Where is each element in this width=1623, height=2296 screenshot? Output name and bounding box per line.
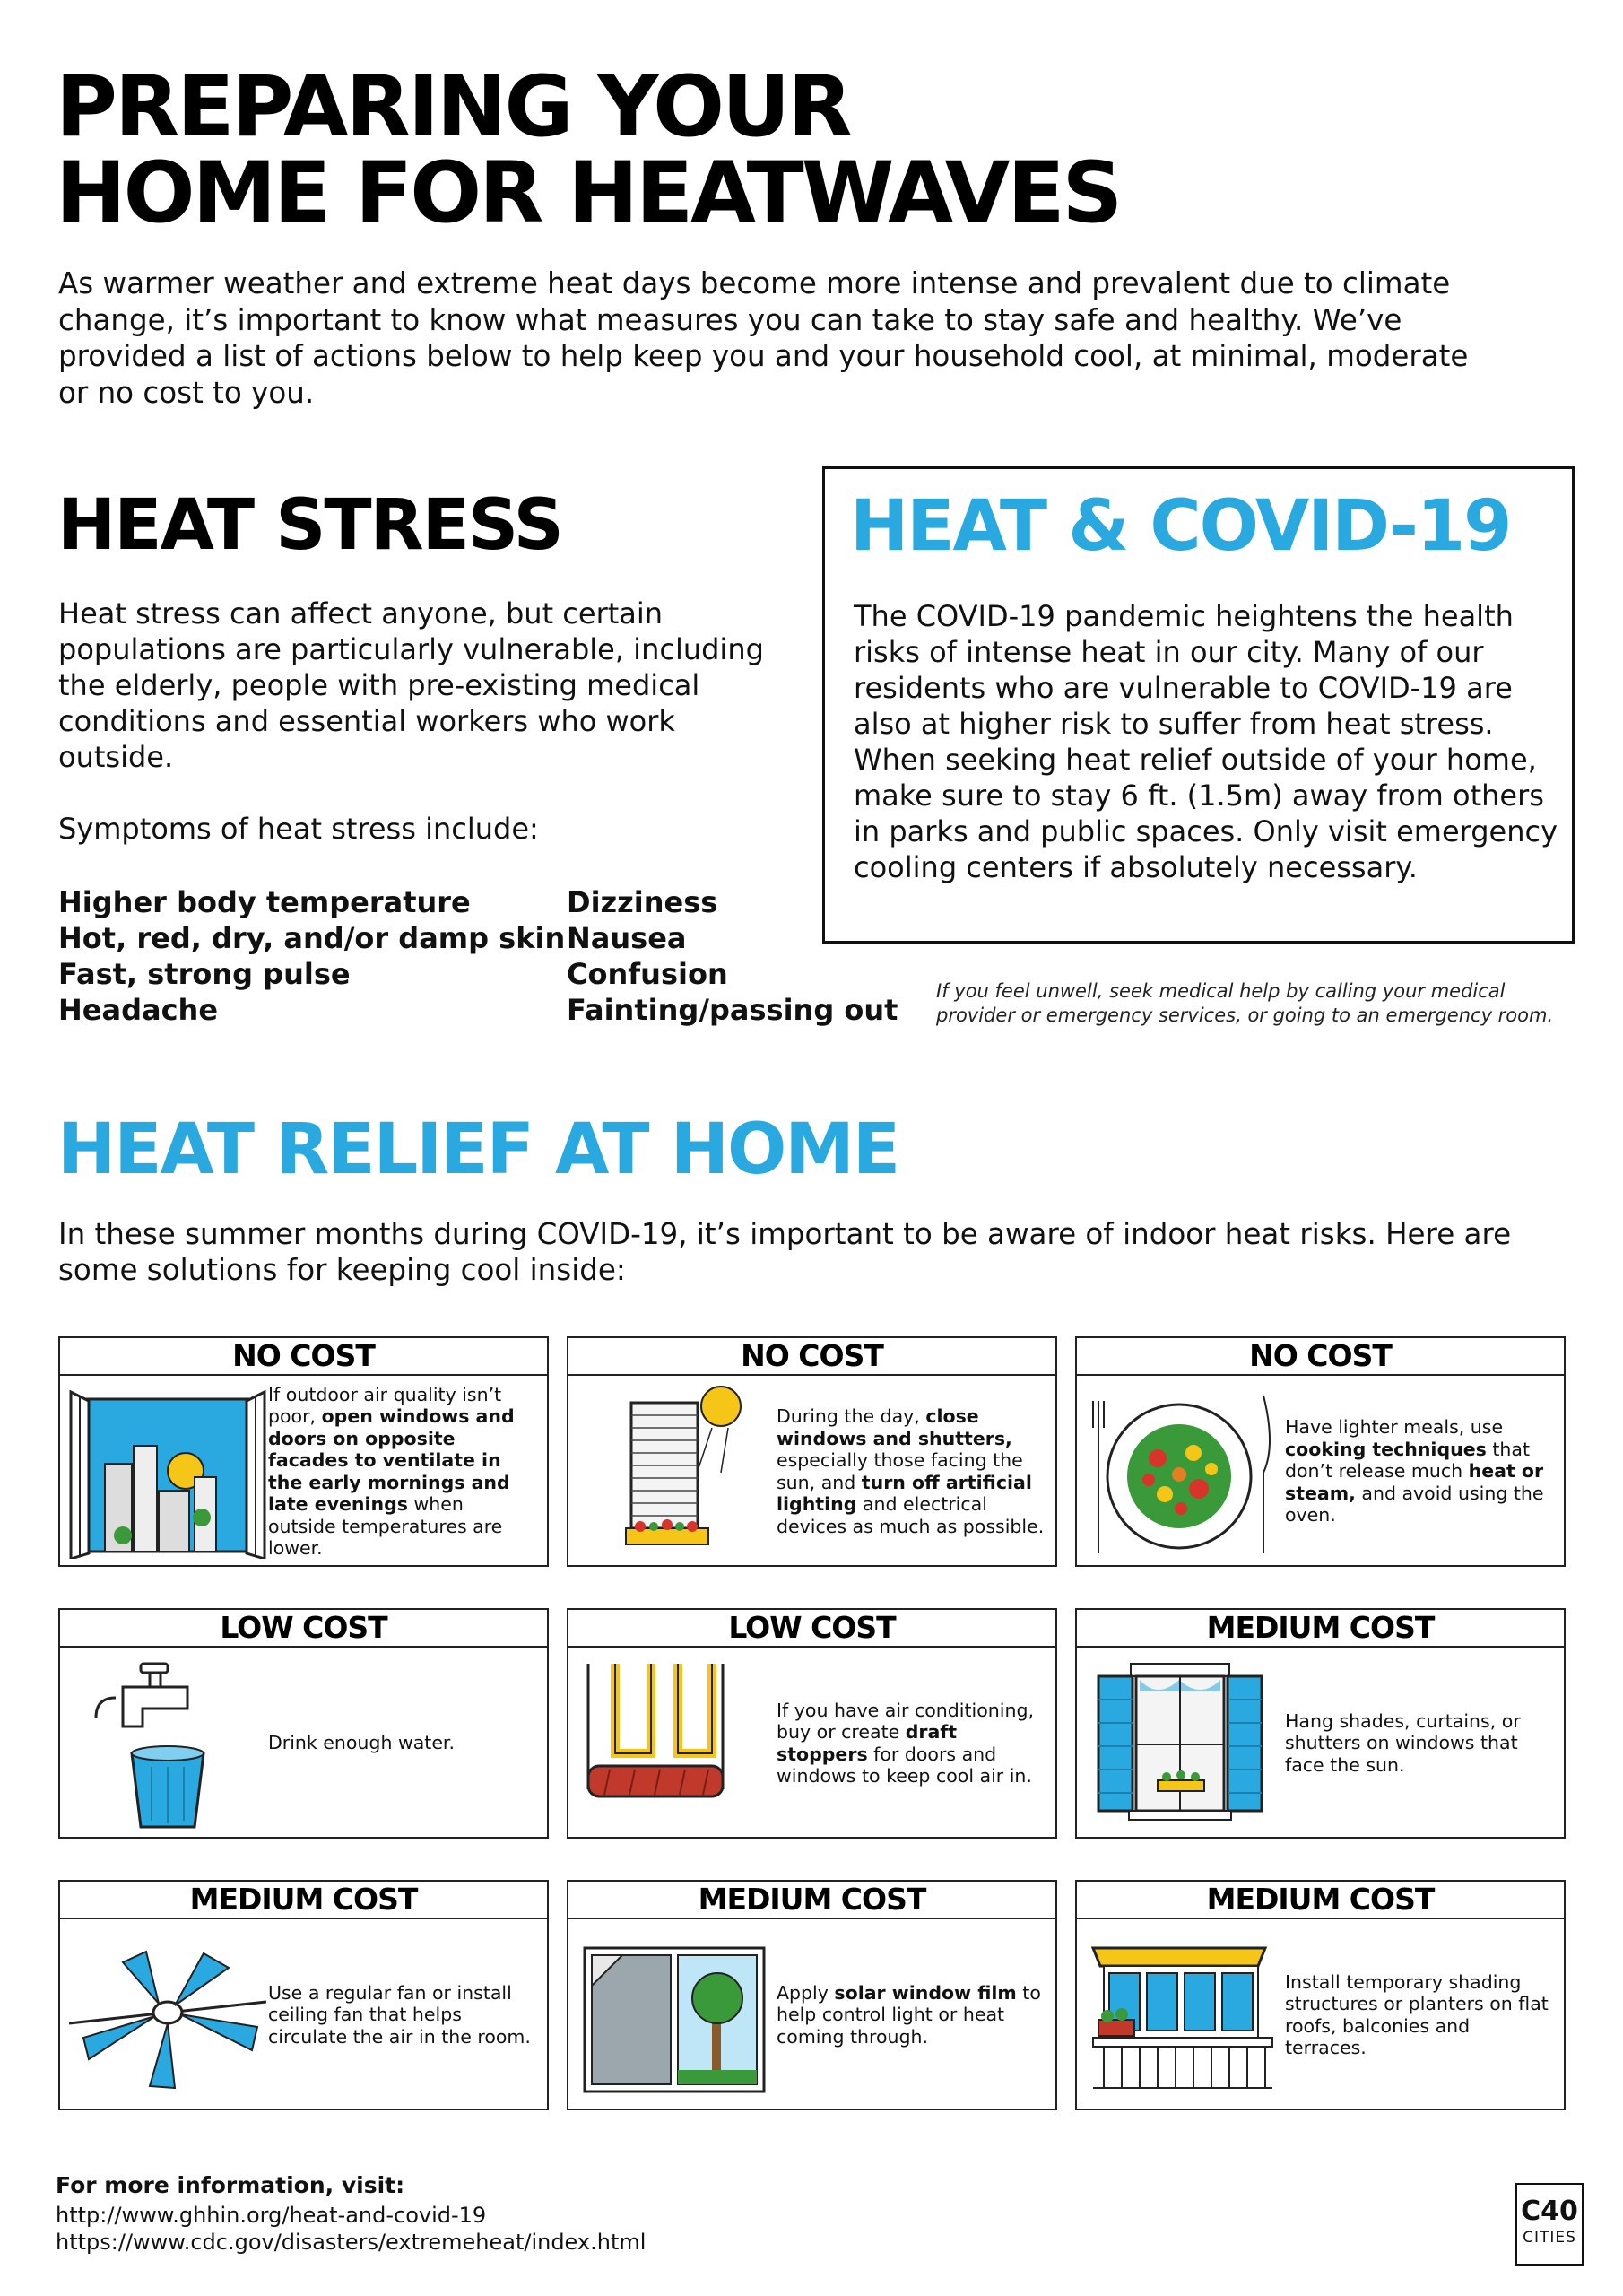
heat-stress-body: Heat stress can affect anyone, but certain populations are particularly vulnerable, including the elderly, people with pre-existing medical conditions and essential workers who work outside. bbox=[58, 596, 764, 774]
tip-text-segment: Hang shades, curtains, or shutters on windows that face the sun. bbox=[1285, 1709, 1521, 1776]
tip-emphasis: draft stoppers bbox=[777, 1721, 958, 1765]
c40-logo bbox=[1515, 2183, 1584, 2266]
water-tap-icon bbox=[69, 1655, 266, 1831]
tip-text bbox=[777, 1928, 1045, 2101]
intro-paragraph: As warmer weather and extreme heat days become more intense and prevalent due to climate change, it’s important to know what measures you can take to stay safe and healthy. We’ve provided a list of actions below to help keep you and your household cool, at minimal, moderate or no cost to you. bbox=[58, 266, 1469, 410]
symptom-item: Confusion bbox=[567, 957, 728, 991]
cost-label: MEDIUM COST bbox=[568, 1882, 1055, 1919]
cdc-link[interactable]: https://www.cdc.gov/disasters/extremeheat/index.html bbox=[56, 2230, 647, 2255]
tip-text-segment: and avoid using the oven. bbox=[1285, 1482, 1544, 1526]
tip-text-segment: Apply bbox=[777, 1981, 835, 2004]
window-film-icon bbox=[577, 1926, 775, 2102]
medical-help-note: If you feel unwell, seek medical help by calling your medical provider or emergency services, or going to an emergency room. bbox=[936, 980, 1554, 1026]
symptom-item: Higher body temperature bbox=[58, 885, 471, 919]
tip-text-segment: to help control light or heat coming through. bbox=[777, 1981, 1041, 2048]
tip-text-segment: when outside temperatures are lower. bbox=[268, 1493, 503, 1559]
tip-card-ceiling-fan bbox=[58, 1880, 549, 2110]
tip-text-segment: If outdoor air quality isn’t poor, bbox=[268, 1383, 502, 1427]
open-window-icon bbox=[69, 1383, 266, 1559]
tip-emphasis: open windows and doors on opposite facades to ventilate in the early mornings and late evenings bbox=[268, 1405, 515, 1515]
cost-label: NO COST bbox=[1077, 1338, 1564, 1376]
balcony-shade-icon bbox=[1086, 1926, 1283, 2102]
covid-box bbox=[822, 466, 1575, 944]
tip-text-segment: During the day, bbox=[777, 1405, 926, 1427]
tip-text-segment: especially those facing the sun, and bbox=[777, 1449, 1023, 1493]
symptom-item: Fast, strong pulse bbox=[58, 957, 351, 991]
logo-text-c40: C40 bbox=[1521, 2196, 1578, 2227]
tip-emphasis: cooking techniques bbox=[1285, 1438, 1487, 1460]
tip-card-window-film bbox=[567, 1880, 1057, 2110]
tip-text-segment: that don’t release much bbox=[1285, 1438, 1530, 1483]
tip-text bbox=[1285, 1928, 1553, 2101]
tip-text-segment: and electrical devices as much as possible. bbox=[777, 1493, 1045, 1537]
logo-text-cities: CITIES bbox=[1523, 2229, 1576, 2247]
tip-card-temporary-shading bbox=[1075, 1880, 1566, 2110]
title-line-1: PREPARING YOUR bbox=[56, 58, 850, 156]
draft-stopper-icon bbox=[577, 1655, 775, 1831]
covid-body: The COVID-19 pandemic heightens the health risks of intense heat in our city. Many of our residents who are vulnerable to COVID-19 are also at higher risk to suffer from heat stress. When seeking heat relief outside of your home, make sure to stay 6 ft. (1.5m) away from others in parks and public spaces. Only visit emergency cooling centers if absolutely necessary. bbox=[854, 599, 1558, 884]
page-title bbox=[56, 58, 1121, 242]
tip-text bbox=[777, 1657, 1045, 1830]
title-line-2: HOME FOR HEATWAVES bbox=[56, 144, 1121, 242]
tip-emphasis: heat or steam, bbox=[1285, 1460, 1544, 1504]
cost-label: MEDIUM COST bbox=[1077, 1610, 1564, 1648]
tip-text-segment: If you have air conditioning, buy or create bbox=[777, 1699, 1034, 1743]
more-info-label: For more information, visit: bbox=[56, 2172, 405, 2198]
tip-text bbox=[777, 1385, 1045, 1558]
tip-text-segment: Use a regular fan or install ceiling fan that helps circulate the air in the room. bbox=[268, 1981, 531, 2048]
tip-emphasis: solar window film bbox=[834, 1981, 1017, 2004]
cost-label: MEDIUM COST bbox=[1077, 1882, 1564, 1919]
tip-text bbox=[268, 1657, 536, 1830]
salad-plate-icon bbox=[1086, 1383, 1283, 1559]
symptom-item: Dizziness bbox=[567, 885, 718, 919]
tip-text bbox=[1285, 1657, 1553, 1830]
tip-card-lighter-meals bbox=[1075, 1336, 1566, 1567]
symptom-item: Headache bbox=[58, 993, 219, 1027]
cost-label: MEDIUM COST bbox=[60, 1882, 547, 1919]
tip-card-close-shutters bbox=[567, 1336, 1057, 1567]
covid-heading: HEAT & COVID-19 bbox=[850, 486, 1511, 567]
tip-emphasis: turn off artificial lighting bbox=[777, 1471, 1032, 1515]
closed-shutters-icon bbox=[577, 1383, 775, 1559]
symptoms-list-1 bbox=[58, 884, 565, 1028]
symptom-item: Nausea bbox=[567, 921, 687, 955]
cost-label: LOW COST bbox=[60, 1610, 547, 1648]
heat-relief-intro: In these summer months during COVID-19, it’s important to be aware of indoor heat risks. Here are some solutions for keeping cool inside: bbox=[58, 1217, 1512, 1287]
symptoms-intro: Symptoms of heat stress include: bbox=[58, 812, 539, 846]
tip-text-segment: for doors and windows to keep cool air in. bbox=[777, 1743, 1032, 1787]
ceiling-fan-icon bbox=[69, 1926, 266, 2102]
cost-label: LOW COST bbox=[568, 1610, 1055, 1648]
tip-text-segment: Install temporary shading structures or planters on flat roofs, balconies and terraces. bbox=[1285, 1970, 1549, 2058]
tip-text bbox=[268, 1928, 536, 2101]
tip-text bbox=[1285, 1385, 1553, 1558]
heat-stress-heading: HEAT STRESS bbox=[57, 485, 562, 566]
tip-card-hang-shades bbox=[1075, 1608, 1566, 1839]
symptom-item: Hot, red, dry, and/or damp skin bbox=[58, 921, 566, 955]
heat-relief-heading: HEAT RELIEF AT HOME bbox=[57, 1109, 899, 1190]
cost-label: NO COST bbox=[60, 1338, 547, 1376]
tip-text-segment: Drink enough water. bbox=[268, 1732, 455, 1754]
tip-text-segment: Have lighter meals, use bbox=[1285, 1416, 1504, 1439]
ghhin-link[interactable]: http://www.ghhin.org/heat-and-covid-19 bbox=[56, 2203, 487, 2228]
symptom-item: Fainting/passing out bbox=[567, 993, 898, 1027]
window-shutters-icon bbox=[1086, 1655, 1283, 1831]
cost-label: NO COST bbox=[568, 1338, 1055, 1376]
tip-card-draft-stoppers bbox=[567, 1608, 1057, 1839]
tip-emphasis: close windows and shutters, bbox=[777, 1405, 1012, 1449]
tip-card-drink-water bbox=[58, 1608, 549, 1839]
tip-card-open-windows bbox=[58, 1336, 549, 1567]
tip-text bbox=[268, 1385, 536, 1558]
